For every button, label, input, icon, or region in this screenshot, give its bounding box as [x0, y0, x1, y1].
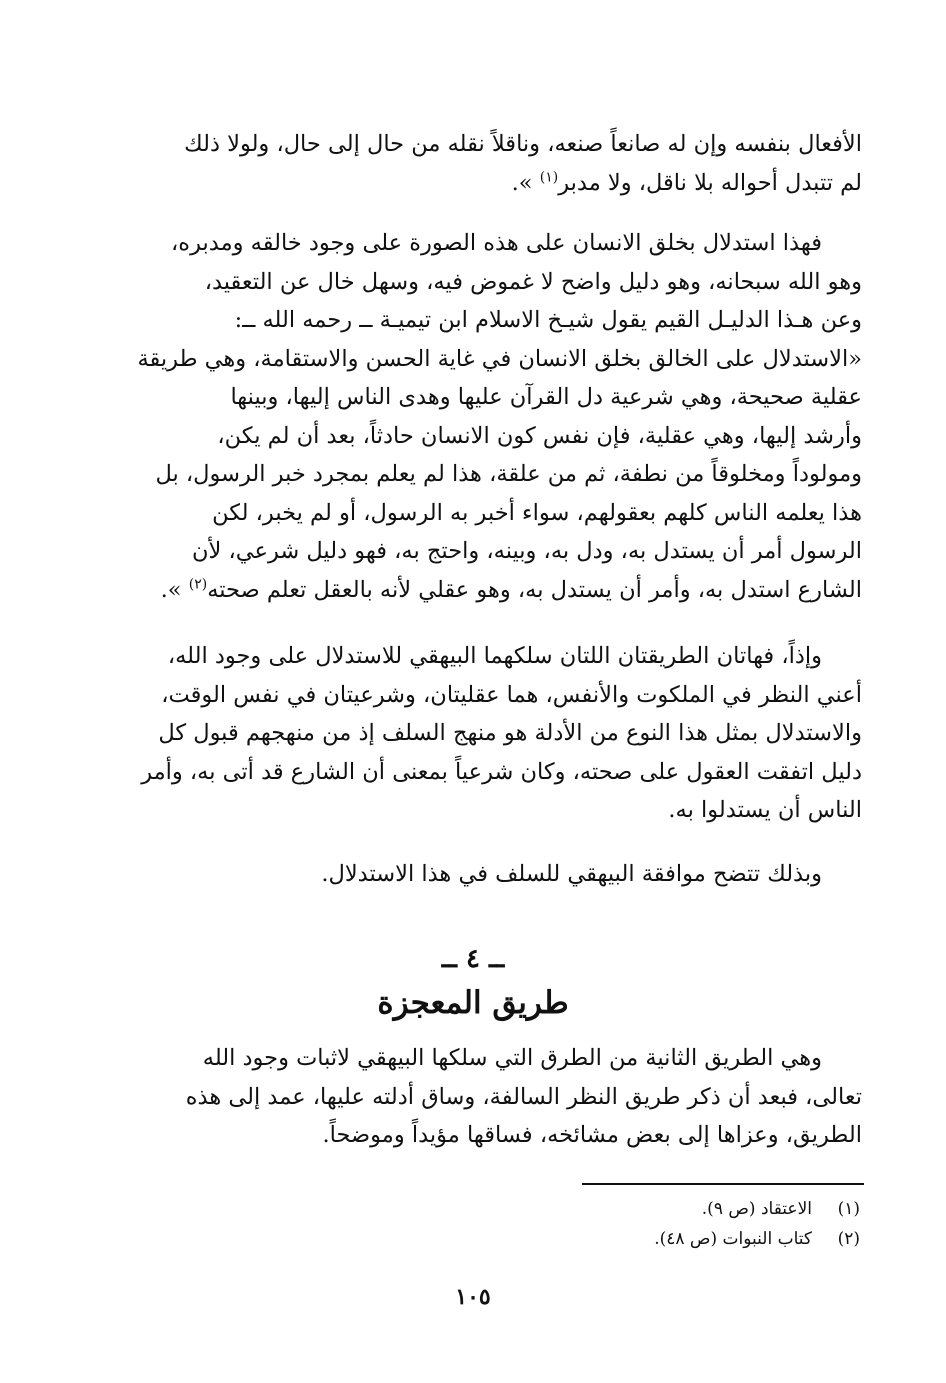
- text-line: دليل اتفقت العقول على صحته، وكان شرعياً بمعنى أن الشارع قد أتى به، وأمر: [141, 758, 862, 785]
- page-number: ١٠٥: [455, 1284, 491, 1310]
- paragraph-4: [156, 855, 862, 914]
- paragraph-4-text: [156, 855, 862, 894]
- text-line: تعالى، فبعد أن ذكر طريق النظر السالفة، وساق أدلته عليها، عمد إلى هذه: [185, 1083, 862, 1110]
- footnote-ref: (٢): [188, 576, 208, 592]
- text-line: والاستدلال بمثل هذا النوع من الأدلة هو منهج السلف إذ من منهجهم قبول كل: [158, 720, 862, 746]
- quote-close: ».: [511, 169, 533, 196]
- section-title: طريق المعجزة: [377, 985, 569, 1021]
- quote-close: ».: [160, 576, 182, 603]
- text-line: وهي الطريق الثانية من الطرق التي سلكها البيهقي لاثبات وجود الله: [202, 1045, 822, 1071]
- footnote-2: [500, 1224, 860, 1254]
- text-line: الرسول أمر أن يستدل به، ودل به، وبينه، واحتج به، فهو دليل شرعي، لأن: [192, 538, 862, 564]
- text-line: وإذاً، فهاتان الطريقتان اللتان سلكهما البيهقي للاستدلال على وجود الله،: [167, 643, 822, 669]
- paragraph-3: [141, 637, 862, 850]
- text-line-content: الشارع استدل به، وأمر أن يستدل به، وهو عقلي لأنه بالعقل تعلم صحته: [207, 576, 862, 603]
- paragraph-2: [137, 224, 862, 629]
- paragraph-5: [156, 1039, 862, 1175]
- footnote-number: (٢): [837, 1229, 860, 1249]
- text-line: هذا يعلمه الناس كلهم بعقولهم، سواء أخبر به الرسول، أو لم يخبر، لكن: [212, 499, 862, 526]
- text-line: «الاستدلال على الخالق بخلق الانسان في غاية الحسن والاستقامة، وهي طريقة: [137, 345, 862, 372]
- text-line: عقلية صحيحة، وهي شرعية دل القرآن عليها وهدى الناس إليها، وبينها: [230, 384, 862, 410]
- text-line: فهذا استدلال بخلق الانسان على هذه الصورة على وجود خالقه ومدبره،: [171, 230, 822, 256]
- footnote-1: [500, 1194, 860, 1224]
- text-line: الأفعال بنفسه وإن له صانعاً صنعه، وناقلاً نقله من حال إلى حال، ولولا ذلك: [184, 131, 862, 157]
- text-line: [156, 164, 862, 203]
- text-line: وهو الله سبحانه، وهو دليل واضح لا غموض فيه، وسهل خال عن التعقيد،: [204, 268, 862, 295]
- footnote-number: (١): [837, 1199, 860, 1219]
- footnote-text: كتاب النبوات (ص ٤٨).: [654, 1229, 812, 1249]
- footnote-text: الاعتقاد (ص ٩).: [701, 1199, 812, 1219]
- footnote-separator: [582, 1183, 864, 1185]
- paragraph-3-text: [141, 637, 862, 830]
- text-line: أعني النظر في الملكوت والأنفس، هما عقليتان، وشرعيتان في نفس الوقت،: [161, 681, 862, 708]
- text-line: وبذلك تتضح موافقة البيهقي للسلف في هذا الاستدلال.: [321, 861, 822, 887]
- footnote-ref: (١): [539, 169, 559, 185]
- paragraph-1: [156, 125, 862, 222]
- paragraph-5-text: [156, 1039, 862, 1155]
- text-line-content: لم تتبدل أحواله بلا ناقل، ولا مدبر: [558, 169, 862, 196]
- text-line: وعن هـذا الدليـل القيم يقول شيـخ الاسلام ابن تيميـة ــ رحمه الله ــ:: [234, 307, 862, 333]
- section-number: ــ ٤ ــ: [441, 944, 505, 974]
- paragraph-2-text: [137, 224, 862, 609]
- text-line: وأرشد إليها، وهي عقلية، فإن نفس كون الانسان حادثاً، بعد أن لم يكن،: [217, 422, 862, 449]
- footnotes: [500, 1194, 860, 1254]
- paragraph-1-text: [156, 125, 862, 202]
- text-line: الطريق، وعزاها إلى بعض مشائخه، فساقها مؤيداً وموضحاً.: [322, 1122, 862, 1148]
- text-line: الناس أن يستدلوا به.: [668, 797, 862, 823]
- text-line: [156, 571, 862, 610]
- text-line: ومولوداً ومخلوقاً من نطفة، ثم من علقة، هذا لم يعلم بمجرد خبر الرسول، بل: [155, 461, 862, 487]
